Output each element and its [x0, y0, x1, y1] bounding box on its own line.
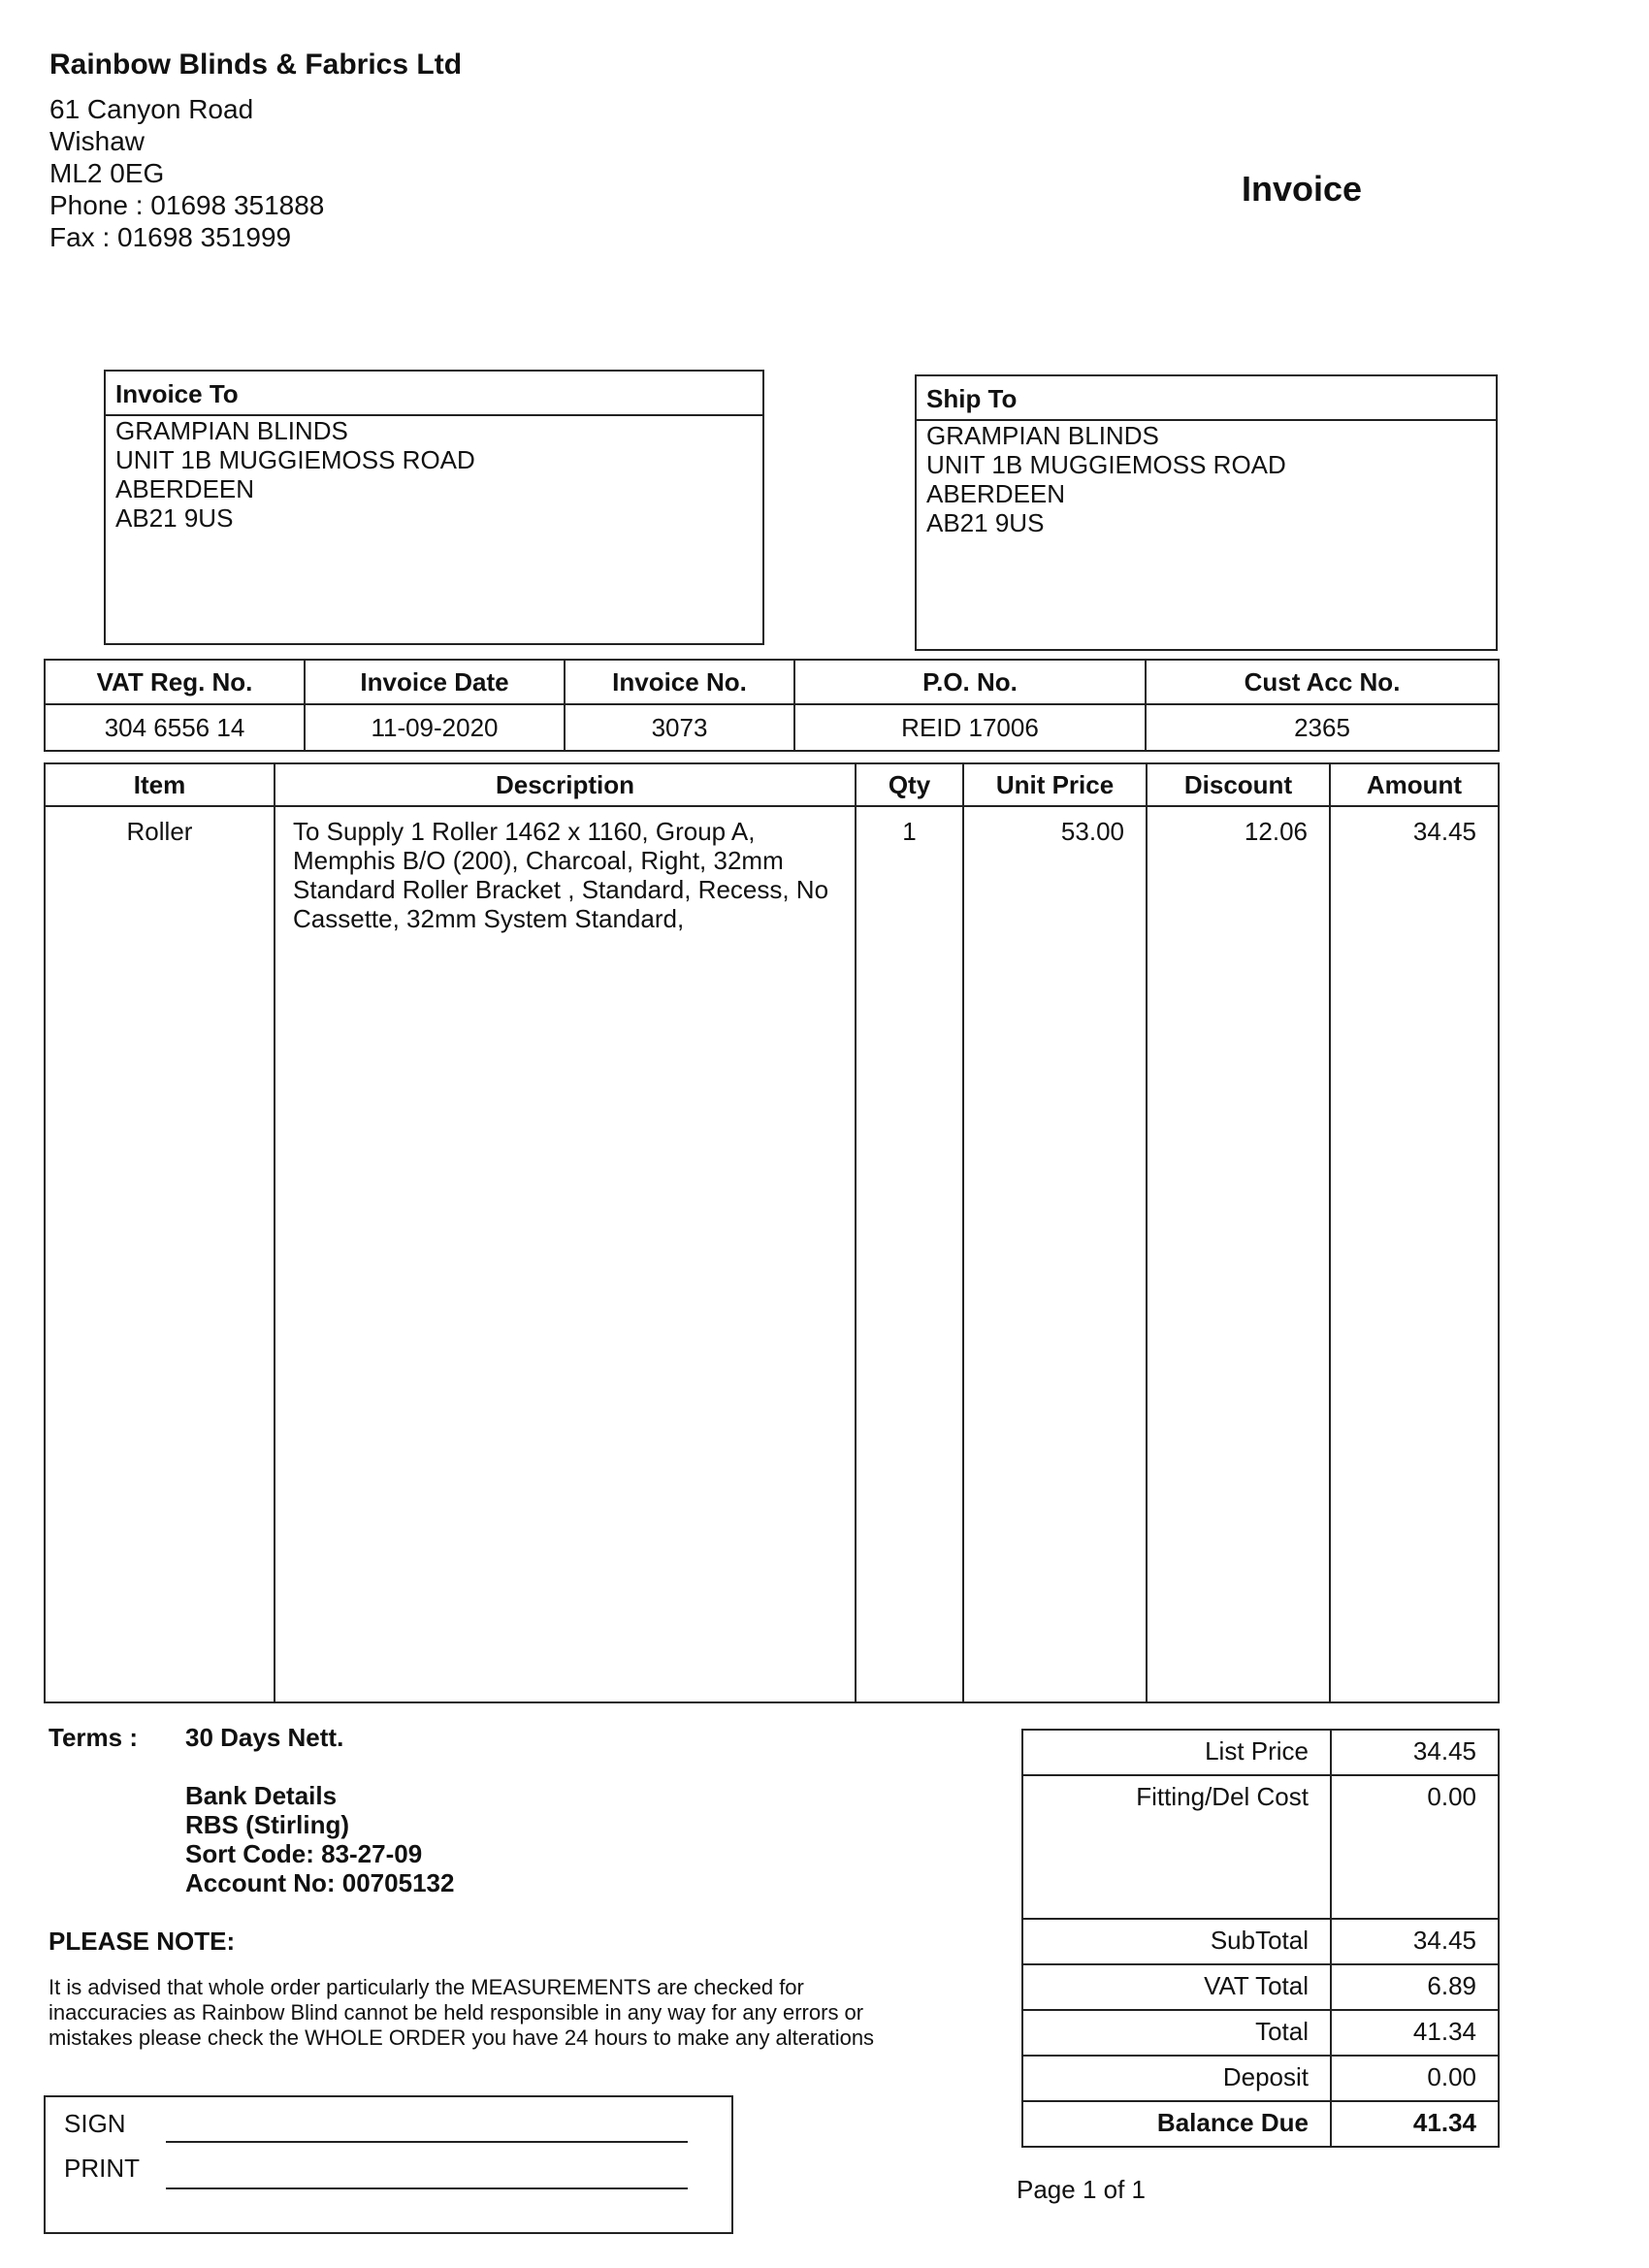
table-row: [45, 806, 1499, 1702]
item-header: Item: [45, 763, 275, 806]
address-line: UNIT 1B MUGGIEMOSS ROAD: [926, 450, 1286, 479]
deposit-value: 0.00: [1331, 2056, 1499, 2101]
address-line: AB21 9US: [926, 508, 1045, 537]
print-line[interactable]: [166, 2187, 688, 2189]
address-line: AB21 9US: [115, 503, 234, 533]
note-line: mistakes please check the WHOLE ORDER you have 24 hours to make any alterations: [48, 2025, 875, 2050]
ship-to-box: [915, 374, 1498, 651]
invoice-no-value: 3073: [565, 704, 794, 751]
invoice-to-address: [106, 416, 762, 533]
bank-line: Bank Details: [185, 1781, 338, 1810]
bank-line: RBS (Stirling): [185, 1810, 349, 1839]
po-no-header: P.O. No.: [794, 660, 1146, 704]
phone-line: Phone : 01698 351888: [49, 190, 325, 220]
address-line: GRAMPIAN BLINDS: [926, 421, 1159, 450]
address-line: Wishaw: [49, 126, 146, 156]
address-line: ABERDEEN: [926, 479, 1066, 508]
description-header: Description: [275, 763, 856, 806]
qty-cell: 1: [856, 806, 963, 1702]
vat-reg-value: 304 6556 14: [45, 704, 305, 751]
subtotal-label: SubTotal: [1022, 1919, 1331, 1964]
bank-line: Account No: 00705132: [185, 1868, 455, 1897]
note-line: It is advised that whole order particularly the MEASUREMENTS are checked for: [48, 1975, 804, 1999]
amount-cell: 34.45: [1330, 806, 1499, 1702]
address-line: 61 Canyon Road: [49, 94, 254, 124]
po-no-value: REID 17006: [794, 704, 1146, 751]
unit-price-header: Unit Price: [963, 763, 1147, 806]
total-label: Total: [1022, 2010, 1331, 2056]
description-cell: [275, 806, 856, 1702]
balance-due-value: 41.34: [1331, 2101, 1499, 2147]
ship-to-heading: Ship To: [917, 376, 1496, 421]
total-value: 41.34: [1331, 2010, 1499, 2056]
subtotal-value: 34.45: [1331, 1919, 1499, 1964]
note-text: [48, 1975, 980, 2051]
print-label: PRINT: [64, 2154, 140, 2183]
page-number: Page 1 of 1: [1017, 2175, 1146, 2204]
totals-table: [1021, 1729, 1500, 2148]
item-cell: Roller: [45, 806, 275, 1702]
invoice-date-value: 11-09-2020: [305, 704, 565, 751]
bank-line: Sort Code: 83-27-09: [185, 1839, 423, 1868]
company-address: [49, 93, 324, 253]
note-title: PLEASE NOTE:: [48, 1927, 236, 1956]
list-price-value: 34.45: [1331, 1730, 1499, 1775]
description-line: Standard Roller Bracket , Standard, Recess, No: [293, 875, 829, 904]
balance-due-label: Balance Due: [1022, 2101, 1331, 2147]
items-table: [44, 762, 1500, 1703]
description-line: Memphis B/O (200), Charcoal, Right, 32mm: [293, 846, 784, 875]
invoice-to-heading: Invoice To: [106, 372, 762, 416]
description-line: Cassette, 32mm System Standard,: [293, 904, 685, 933]
address-line: UNIT 1B MUGGIEMOSS ROAD: [115, 445, 475, 474]
reference-table: [44, 659, 1500, 752]
company-name: Rainbow Blinds & Fabrics Ltd: [49, 49, 463, 81]
address-line: GRAMPIAN BLINDS: [115, 416, 348, 445]
invoice-no-header: Invoice No.: [565, 660, 794, 704]
description-line: To Supply 1 Roller 1462 x 1160, Group A,: [293, 817, 756, 846]
address-line: ML2 0EG: [49, 158, 165, 188]
address-line: ABERDEEN: [115, 474, 255, 503]
vat-total-value: 6.89: [1331, 1964, 1499, 2010]
discount-header: Discount: [1147, 763, 1330, 806]
signature-box: [44, 2095, 733, 2234]
fitting-cost-value: 0.00: [1331, 1775, 1499, 1919]
ship-to-address: [917, 421, 1496, 537]
qty-header: Qty: [856, 763, 963, 806]
vat-total-label: VAT Total: [1022, 1964, 1331, 2010]
note-line: inaccuracies as Rainbow Blind cannot be held responsible in any way for any errors or: [48, 2000, 864, 2025]
amount-header: Amount: [1330, 763, 1499, 806]
document-title: Invoice: [1242, 169, 1363, 209]
fax-line: Fax : 01698 351999: [49, 222, 292, 252]
sign-label: SIGN: [64, 2109, 126, 2138]
unit-price-cell: 53.00: [963, 806, 1147, 1702]
cust-acc-header: Cust Acc No.: [1146, 660, 1499, 704]
cust-acc-value: 2365: [1146, 704, 1499, 751]
invoice-date-header: Invoice Date: [305, 660, 565, 704]
terms-label: Terms :: [48, 1723, 138, 1752]
fitting-cost-label: Fitting/Del Cost: [1022, 1775, 1331, 1919]
invoice-to-box: [104, 370, 764, 645]
list-price-label: List Price: [1022, 1730, 1331, 1775]
bank-details: [185, 1781, 454, 1897]
vat-reg-header: VAT Reg. No.: [45, 660, 305, 704]
sign-line[interactable]: [166, 2141, 688, 2143]
terms-value: 30 Days Nett.: [185, 1723, 344, 1752]
deposit-label: Deposit: [1022, 2056, 1331, 2101]
discount-cell: 12.06: [1147, 806, 1330, 1702]
